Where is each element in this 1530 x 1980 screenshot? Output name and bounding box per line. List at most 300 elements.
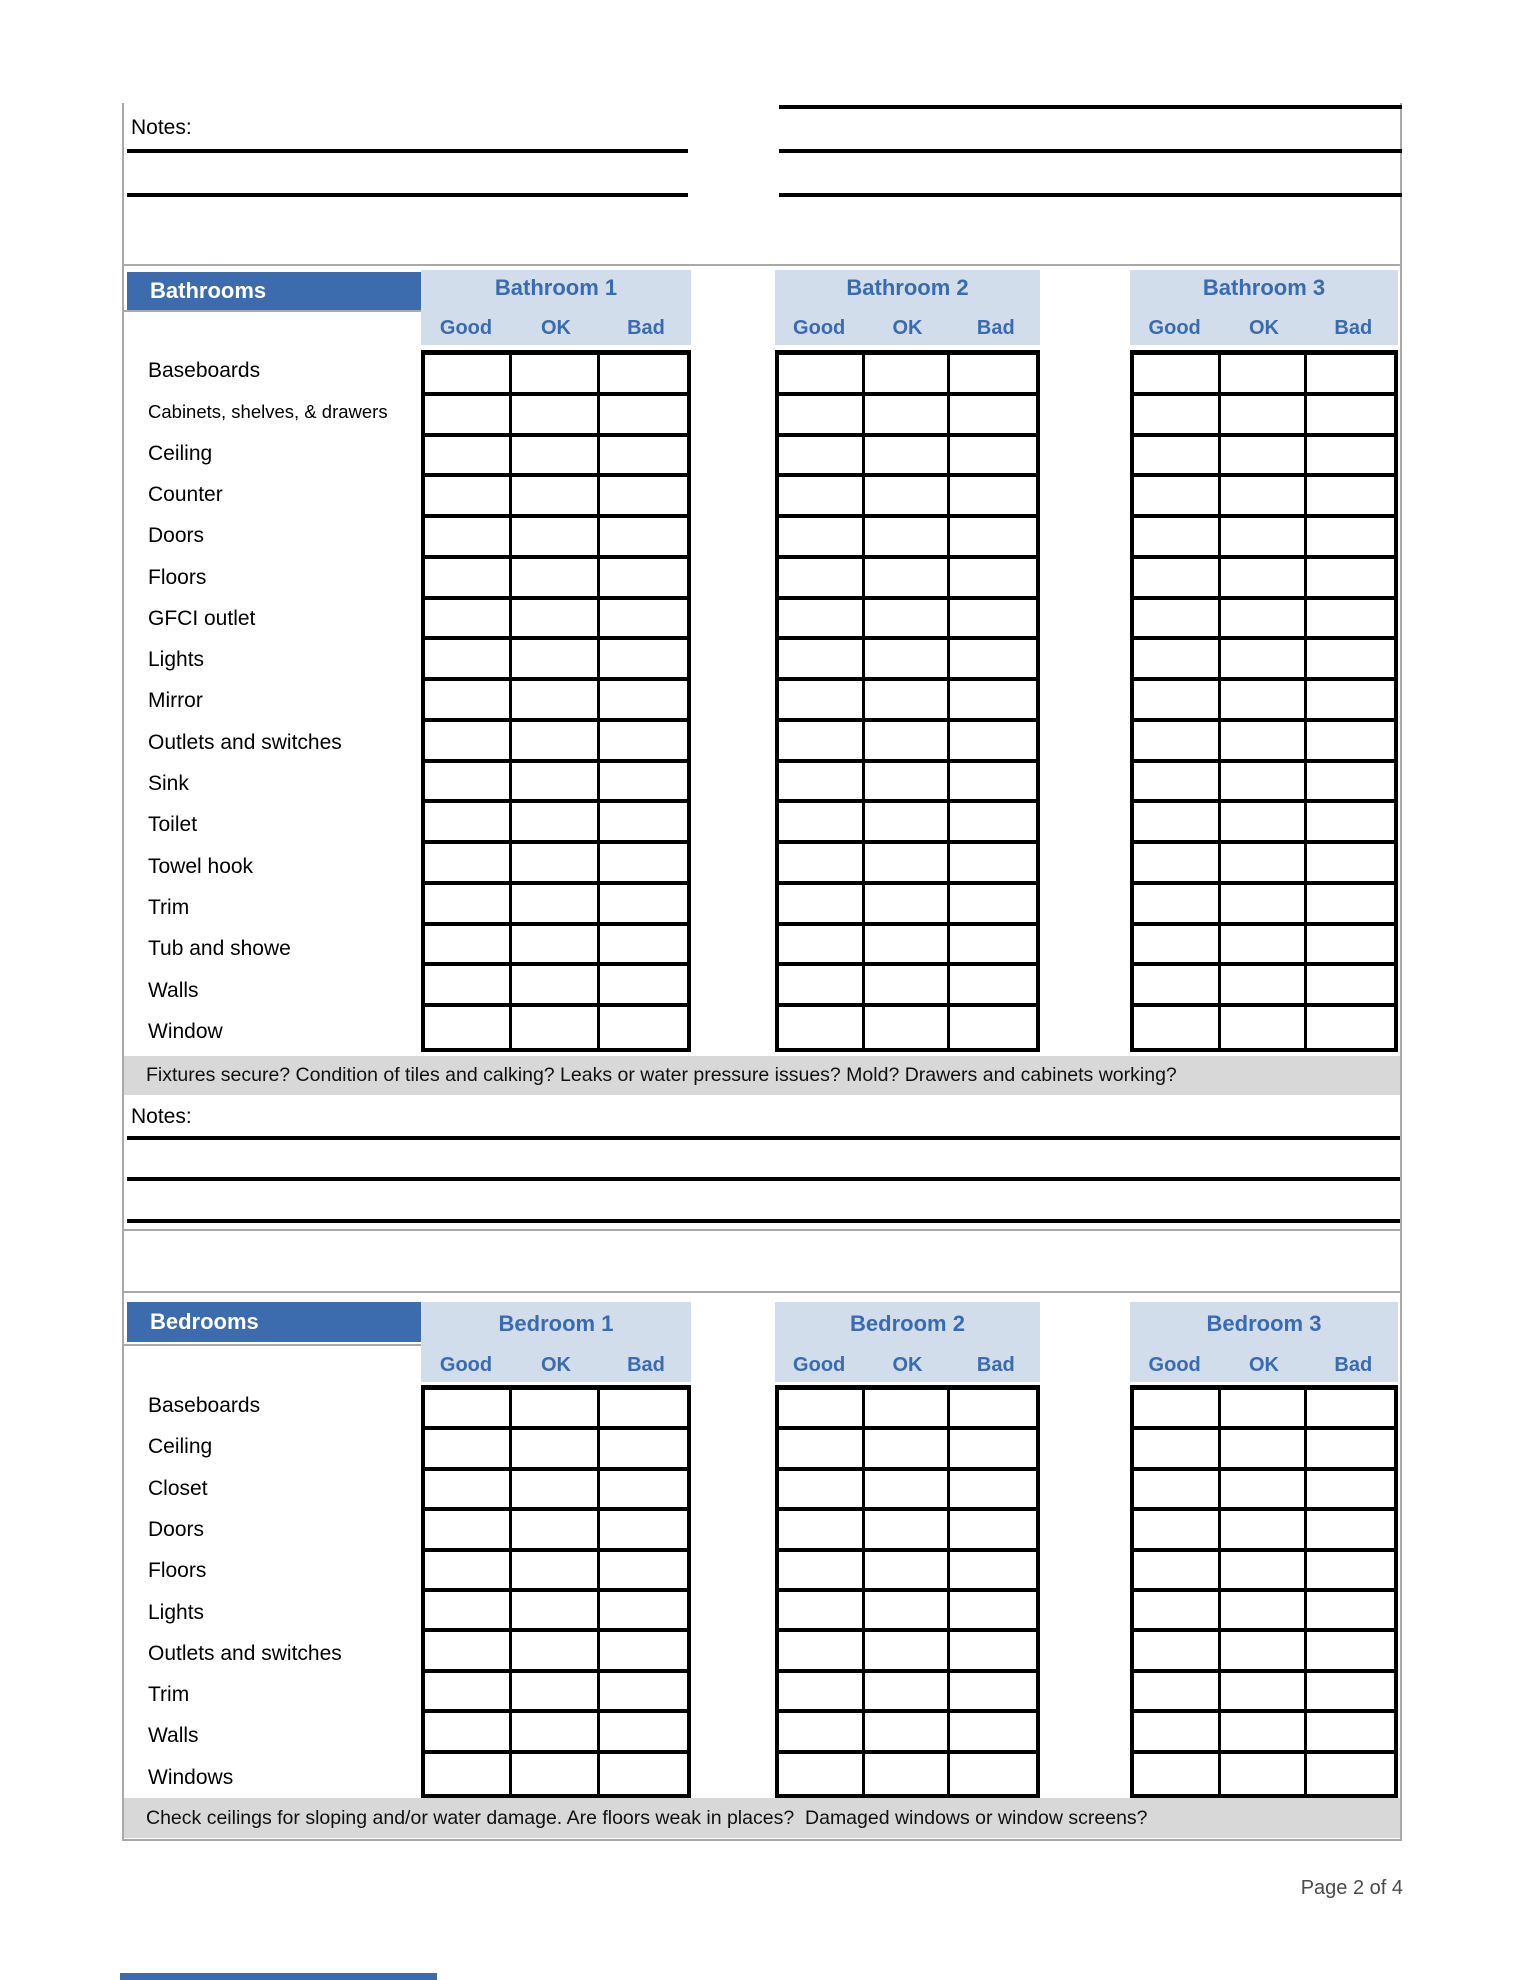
rating-grid	[775, 350, 1040, 1052]
rating-cell[interactable]	[1307, 1592, 1394, 1632]
rating-cell[interactable]	[1134, 640, 1221, 681]
rating-cell[interactable]	[1134, 763, 1221, 804]
rating-cell[interactable]	[600, 1390, 687, 1430]
rating-cell[interactable]	[1221, 885, 1308, 926]
section-header-bathrooms	[127, 272, 421, 310]
rating-cell[interactable]	[779, 681, 865, 722]
rating-cell[interactable]	[512, 477, 599, 518]
rating-cell[interactable]	[512, 844, 599, 885]
rating-cell[interactable]	[600, 1592, 687, 1632]
rating-cell[interactable]	[1221, 722, 1308, 763]
rating-cell[interactable]	[600, 803, 687, 844]
rating-cell[interactable]	[600, 600, 687, 641]
rating-cell[interactable]	[1221, 1471, 1308, 1511]
rating-cell[interactable]	[950, 1471, 1036, 1511]
rating-cell[interactable]	[1221, 1511, 1308, 1551]
rating-label: Good	[793, 1354, 846, 1376]
rating-cell[interactable]	[1307, 803, 1394, 844]
rating-cell[interactable]	[865, 355, 951, 396]
row-label: Outlets and switches	[148, 730, 342, 754]
row-label: Mirror	[148, 688, 203, 712]
rating-cell[interactable]	[779, 1390, 865, 1430]
bathrooms-tip-text: Fixtures secure? Condition of tiles and calking? Leaks or water pressure issues? Mold? Drawers and cabinets working?	[146, 1064, 1177, 1086]
rating-cell[interactable]	[1307, 722, 1394, 763]
rating-cell[interactable]	[865, 1592, 951, 1632]
border-line	[122, 310, 421, 312]
group-title: Bathroom 1	[494, 275, 618, 300]
rating-cell[interactable]	[950, 926, 1036, 967]
rating-cell[interactable]	[425, 477, 512, 518]
row-label: Trim	[148, 895, 190, 919]
rating-cell[interactable]	[1134, 477, 1221, 518]
rating-label: Good	[439, 317, 493, 339]
rating-cell[interactable]	[950, 1430, 1036, 1470]
rating-cell[interactable]	[1221, 1007, 1308, 1048]
rating-cell[interactable]	[1307, 437, 1394, 478]
rating-cell[interactable]	[1134, 559, 1221, 600]
rating-cell[interactable]	[1221, 518, 1308, 559]
rating-label: OK	[1248, 317, 1279, 339]
rating-cell[interactable]	[1307, 559, 1394, 600]
rating-cell[interactable]	[1134, 518, 1221, 559]
rating-cell[interactable]	[425, 763, 512, 804]
rating-cell[interactable]	[865, 1632, 951, 1672]
rating-cell[interactable]	[600, 1713, 687, 1753]
group-title: Bathroom 3	[1202, 275, 1326, 300]
rating-cell[interactable]	[950, 1632, 1036, 1672]
rating-cell[interactable]	[512, 722, 599, 763]
rating-cell[interactable]	[865, 437, 951, 478]
rating-cell[interactable]	[1307, 396, 1394, 437]
rating-cell[interactable]	[950, 1511, 1036, 1551]
rating-cell[interactable]	[512, 1754, 599, 1794]
rating-cell[interactable]	[1307, 844, 1394, 885]
notes-line[interactable]	[127, 1219, 1400, 1223]
rating-cell[interactable]	[779, 396, 865, 437]
rating-label: Bad	[627, 1354, 665, 1376]
rating-cell[interactable]	[779, 1471, 865, 1511]
rating-cell[interactable]	[865, 396, 951, 437]
rating-cell[interactable]	[779, 763, 865, 804]
rating-cell[interactable]	[1307, 640, 1394, 681]
rating-cell[interactable]	[865, 681, 951, 722]
rating-cell[interactable]	[425, 1673, 512, 1713]
rating-cell[interactable]	[600, 1632, 687, 1672]
rating-cell[interactable]	[1221, 803, 1308, 844]
rating-cell[interactable]	[512, 1511, 599, 1551]
rating-cell[interactable]	[1307, 681, 1394, 722]
rating-cell[interactable]	[600, 1552, 687, 1592]
rating-cell[interactable]	[950, 1552, 1036, 1592]
rating-cell[interactable]	[512, 1673, 599, 1713]
rating-cell[interactable]	[1221, 396, 1308, 437]
rating-cell[interactable]	[1221, 681, 1308, 722]
rating-cell[interactable]	[425, 1511, 512, 1551]
rating-cell[interactable]	[1221, 1592, 1308, 1632]
rating-cell[interactable]	[779, 437, 865, 478]
rating-cell[interactable]	[779, 1511, 865, 1551]
rating-cell[interactable]	[950, 763, 1036, 804]
rating-cell[interactable]	[1307, 1471, 1394, 1511]
rating-cell[interactable]	[865, 1754, 951, 1794]
rating-cell[interactable]	[600, 966, 687, 1007]
rating-cell[interactable]	[600, 1471, 687, 1511]
row-label: Cabinets, shelves, & drawers	[148, 400, 388, 422]
rating-cell[interactable]	[779, 1552, 865, 1592]
rating-cell[interactable]	[1221, 1754, 1308, 1794]
group-title: Bedroom 1	[498, 1311, 614, 1336]
rating-cell[interactable]	[950, 518, 1036, 559]
rating-cell[interactable]	[1134, 1552, 1221, 1592]
rating-cell[interactable]	[865, 763, 951, 804]
rating-cell[interactable]	[1134, 1511, 1221, 1551]
rating-cell[interactable]	[1221, 437, 1308, 478]
rating-cell[interactable]	[950, 559, 1036, 600]
rating-cell[interactable]	[865, 600, 951, 641]
rating-cell[interactable]	[1221, 844, 1308, 885]
rating-cell[interactable]	[425, 966, 512, 1007]
rating-cell[interactable]	[425, 1552, 512, 1592]
rating-cell[interactable]	[1134, 844, 1221, 885]
rating-cell[interactable]	[865, 926, 951, 967]
rating-cell[interactable]	[425, 803, 512, 844]
rating-cell[interactable]	[1134, 1430, 1221, 1470]
rating-cell[interactable]	[950, 803, 1036, 844]
rating-cell[interactable]	[779, 559, 865, 600]
rating-cell[interactable]	[1221, 355, 1308, 396]
rating-cell[interactable]	[512, 559, 599, 600]
rating-cell[interactable]	[1221, 1390, 1308, 1430]
rating-cell[interactable]	[950, 477, 1036, 518]
rating-cell[interactable]	[425, 885, 512, 926]
rating-cell[interactable]	[1307, 1713, 1394, 1753]
notes-line[interactable]	[127, 149, 688, 153]
rating-cell[interactable]	[1134, 926, 1221, 967]
rating-cell[interactable]	[1221, 600, 1308, 641]
rating-cell[interactable]	[1307, 477, 1394, 518]
rating-cell[interactable]	[950, 885, 1036, 926]
rating-label: Bad	[976, 317, 1015, 339]
rating-cell[interactable]	[1134, 722, 1221, 763]
rating-cell[interactable]	[950, 1754, 1036, 1794]
rating-cell[interactable]	[425, 1632, 512, 1672]
rating-label: Good	[439, 1354, 493, 1376]
row-label: Doors	[148, 523, 205, 547]
rating-cell[interactable]	[950, 1390, 1036, 1430]
rating-cell[interactable]	[425, 518, 512, 559]
rating-cell[interactable]	[779, 518, 865, 559]
rating-cell[interactable]	[512, 1430, 599, 1470]
rating-cell[interactable]	[425, 437, 512, 478]
rating-cell[interactable]	[779, 1430, 865, 1470]
rating-cell[interactable]	[1134, 1390, 1221, 1430]
rating-cell[interactable]	[1134, 1592, 1221, 1632]
rating-cell[interactable]	[425, 1471, 512, 1511]
rating-cell[interactable]	[1134, 1471, 1221, 1511]
rating-cell[interactable]	[779, 640, 865, 681]
rating-cell[interactable]	[512, 803, 599, 844]
rating-cell[interactable]	[865, 518, 951, 559]
rating-label: Bad	[976, 1354, 1015, 1376]
rating-cell[interactable]	[600, 477, 687, 518]
rating-cell[interactable]	[1307, 966, 1394, 1007]
rating-cell[interactable]	[779, 885, 865, 926]
rating-cell[interactable]	[950, 640, 1036, 681]
rating-cell[interactable]	[600, 844, 687, 885]
rating-cell[interactable]	[1134, 396, 1221, 437]
rating-cell[interactable]	[950, 1592, 1036, 1632]
border-line	[122, 1229, 1402, 1231]
rating-grid	[421, 1385, 691, 1798]
rating-header-row	[421, 317, 691, 340]
rating-cell[interactable]	[425, 681, 512, 722]
rating-cell[interactable]	[425, 1754, 512, 1794]
rating-cell[interactable]	[950, 966, 1036, 1007]
rating-cell[interactable]	[600, 559, 687, 600]
rating-cell[interactable]	[425, 844, 512, 885]
group-header	[421, 1302, 691, 1382]
rating-cell[interactable]	[600, 355, 687, 396]
rating-cell[interactable]	[1307, 1552, 1394, 1592]
rating-cell[interactable]	[1134, 1007, 1221, 1048]
rating-cell[interactable]	[1221, 926, 1308, 967]
rating-cell[interactable]	[1307, 600, 1394, 641]
row-label: Ceiling	[148, 1434, 213, 1458]
rating-cell[interactable]	[865, 1430, 951, 1470]
rating-header-row	[775, 317, 1040, 340]
rating-cell[interactable]	[779, 600, 865, 641]
notes-line[interactable]	[127, 1136, 1400, 1140]
rating-cell[interactable]	[1134, 437, 1221, 478]
page-number: Page 2 of 4	[1300, 1877, 1403, 1899]
rating-label: Good	[1148, 1354, 1201, 1376]
rating-cell[interactable]	[865, 1552, 951, 1592]
rating-cell[interactable]	[512, 1471, 599, 1511]
rating-cell[interactable]	[1221, 477, 1308, 518]
rating-cell[interactable]	[1134, 600, 1221, 641]
rating-cell[interactable]	[425, 1713, 512, 1753]
rating-cell[interactable]	[1307, 763, 1394, 804]
notes-line[interactable]	[127, 1177, 1400, 1181]
rating-cell[interactable]	[950, 844, 1036, 885]
rating-cell[interactable]	[512, 640, 599, 681]
rating-cell[interactable]	[512, 885, 599, 926]
rating-cell[interactable]	[779, 722, 865, 763]
rating-cell[interactable]	[600, 1007, 687, 1048]
rating-cell[interactable]	[779, 1673, 865, 1713]
rating-cell[interactable]	[865, 722, 951, 763]
rating-cell[interactable]	[1134, 355, 1221, 396]
rating-cell[interactable]	[779, 803, 865, 844]
row-label: Walls	[148, 978, 199, 1002]
rating-cell[interactable]	[1134, 681, 1221, 722]
rating-cell[interactable]	[950, 1007, 1036, 1048]
rating-cell[interactable]	[950, 1713, 1036, 1753]
notes-line[interactable]	[127, 193, 688, 197]
rating-grid	[775, 1385, 1040, 1798]
row-label: Toilet	[148, 812, 198, 836]
rating-cell[interactable]	[1221, 559, 1308, 600]
rating-cell[interactable]	[600, 640, 687, 681]
rating-cell[interactable]	[779, 966, 865, 1007]
row-label: GFCI outlet	[148, 606, 256, 630]
rating-cell[interactable]	[865, 1007, 951, 1048]
rating-cell[interactable]	[512, 1007, 599, 1048]
rating-cell[interactable]	[950, 681, 1036, 722]
rating-cell[interactable]	[512, 600, 599, 641]
notes-line[interactable]	[779, 149, 1402, 153]
rating-cell[interactable]	[425, 926, 512, 967]
rating-cell[interactable]	[865, 1390, 951, 1430]
rating-cell[interactable]	[1221, 640, 1308, 681]
rating-cell[interactable]	[1221, 1673, 1308, 1713]
border-line	[1400, 103, 1402, 1841]
rating-cell[interactable]	[600, 763, 687, 804]
rating-label: OK	[1248, 1354, 1279, 1376]
rating-cell[interactable]	[950, 396, 1036, 437]
row-label: Tub and showe	[148, 936, 291, 960]
rating-cell[interactable]	[512, 966, 599, 1007]
rating-cell[interactable]	[1221, 763, 1308, 804]
rating-cell[interactable]	[1221, 1430, 1308, 1470]
rating-cell[interactable]	[779, 1592, 865, 1632]
rating-label: Good	[793, 317, 846, 339]
rating-cell[interactable]	[865, 559, 951, 600]
rating-cell[interactable]	[865, 1511, 951, 1551]
rating-cell[interactable]	[779, 926, 865, 967]
row-label: Lights	[148, 1600, 205, 1624]
rating-cell[interactable]	[865, 1713, 951, 1753]
rating-cell[interactable]	[1307, 926, 1394, 967]
rating-cell[interactable]	[600, 722, 687, 763]
rating-cell[interactable]	[779, 844, 865, 885]
rating-cell[interactable]	[1134, 1754, 1221, 1794]
rating-cell[interactable]	[1307, 1430, 1394, 1470]
group-header	[1130, 270, 1398, 345]
rating-cell[interactable]	[865, 803, 951, 844]
rating-cell[interactable]	[1307, 1673, 1394, 1713]
rating-cell[interactable]	[950, 437, 1036, 478]
rating-cell[interactable]	[1221, 1713, 1308, 1753]
rating-cell[interactable]	[512, 1552, 599, 1592]
rating-cell[interactable]	[1307, 1007, 1394, 1048]
rating-cell[interactable]	[425, 722, 512, 763]
rating-cell[interactable]	[779, 1632, 865, 1672]
rating-cell[interactable]	[1221, 1632, 1308, 1672]
rating-cell[interactable]	[600, 1511, 687, 1551]
rating-cell[interactable]	[779, 1007, 865, 1048]
rating-cell[interactable]	[1307, 355, 1394, 396]
rating-cell[interactable]	[1134, 1713, 1221, 1753]
rating-cell[interactable]	[1307, 1390, 1394, 1430]
notes-line[interactable]	[779, 193, 1402, 197]
rating-cell[interactable]	[425, 1592, 512, 1632]
rating-cell[interactable]	[865, 1471, 951, 1511]
rating-cell[interactable]	[1221, 966, 1308, 1007]
rating-cell[interactable]	[425, 396, 512, 437]
rating-cell[interactable]	[512, 437, 599, 478]
rating-cell[interactable]	[1134, 885, 1221, 926]
rating-cell[interactable]	[512, 681, 599, 722]
border-line	[122, 264, 1402, 266]
rating-cell[interactable]	[779, 355, 865, 396]
row-label: Baseboards	[148, 358, 261, 382]
rating-cell[interactable]	[1134, 1632, 1221, 1672]
rating-cell[interactable]	[950, 722, 1036, 763]
rating-cell[interactable]	[512, 1713, 599, 1753]
rating-cell[interactable]	[512, 926, 599, 967]
rating-cell[interactable]	[600, 518, 687, 559]
rating-cell[interactable]	[779, 1713, 865, 1753]
notes-line[interactable]	[779, 105, 1402, 109]
rating-cell[interactable]	[779, 477, 865, 518]
rating-cell[interactable]	[1307, 518, 1394, 559]
rating-cell[interactable]	[600, 681, 687, 722]
rating-cell[interactable]	[425, 559, 512, 600]
rating-cell[interactable]	[425, 600, 512, 641]
rating-cell[interactable]	[950, 1673, 1036, 1713]
rating-cell[interactable]	[865, 966, 951, 1007]
rating-cell[interactable]	[600, 1673, 687, 1713]
rating-cell[interactable]	[865, 477, 951, 518]
rating-cell[interactable]	[950, 600, 1036, 641]
rating-cell[interactable]	[600, 1430, 687, 1470]
rating-cell[interactable]	[1134, 803, 1221, 844]
rating-cell[interactable]	[425, 1007, 512, 1048]
group-title: Bathroom 2	[846, 275, 969, 300]
rating-cell[interactable]	[600, 885, 687, 926]
row-label: Floors	[148, 565, 207, 589]
rating-cell[interactable]	[425, 1390, 512, 1430]
next-page-header-sliver	[120, 1973, 437, 1980]
rating-cell[interactable]	[779, 1754, 865, 1794]
bedrooms-tip-text: Check ceilings for sloping and/or water damage. Are floors weak in places? Damaged windows or window screens?	[146, 1806, 1148, 1829]
rating-cell[interactable]	[512, 1390, 599, 1430]
row-label: Window	[148, 1019, 223, 1043]
rating-cell[interactable]	[600, 396, 687, 437]
rating-cell[interactable]	[512, 355, 599, 396]
rating-cell[interactable]	[1134, 966, 1221, 1007]
group-header	[1130, 1302, 1398, 1382]
group-title: Bedroom 3	[1206, 1311, 1322, 1336]
rating-cell[interactable]	[600, 1754, 687, 1794]
rating-cell[interactable]	[600, 926, 687, 967]
rating-cell[interactable]	[512, 396, 599, 437]
rating-cell[interactable]	[512, 518, 599, 559]
rating-cell[interactable]	[865, 640, 951, 681]
rating-cell[interactable]	[950, 355, 1036, 396]
group-header	[775, 1302, 1040, 1382]
rating-cell[interactable]	[1307, 885, 1394, 926]
rating-cell[interactable]	[512, 1592, 599, 1632]
rating-cell[interactable]	[1221, 1552, 1308, 1592]
rating-cell[interactable]	[1307, 1632, 1394, 1672]
rating-cell[interactable]	[425, 355, 512, 396]
border-line	[122, 103, 124, 1841]
top-notes-label: Notes:	[131, 116, 192, 139]
rating-cell[interactable]	[1307, 1754, 1394, 1794]
rating-cell[interactable]	[425, 1430, 512, 1470]
rating-cell[interactable]	[865, 844, 951, 885]
rating-cell[interactable]	[512, 1632, 599, 1672]
rating-cell[interactable]	[512, 763, 599, 804]
rating-cell[interactable]	[1134, 1673, 1221, 1713]
rating-cell[interactable]	[865, 885, 951, 926]
rating-cell[interactable]	[600, 437, 687, 478]
rating-cell[interactable]	[1307, 1511, 1394, 1551]
rating-cell[interactable]	[865, 1673, 951, 1713]
rating-cell[interactable]	[425, 640, 512, 681]
